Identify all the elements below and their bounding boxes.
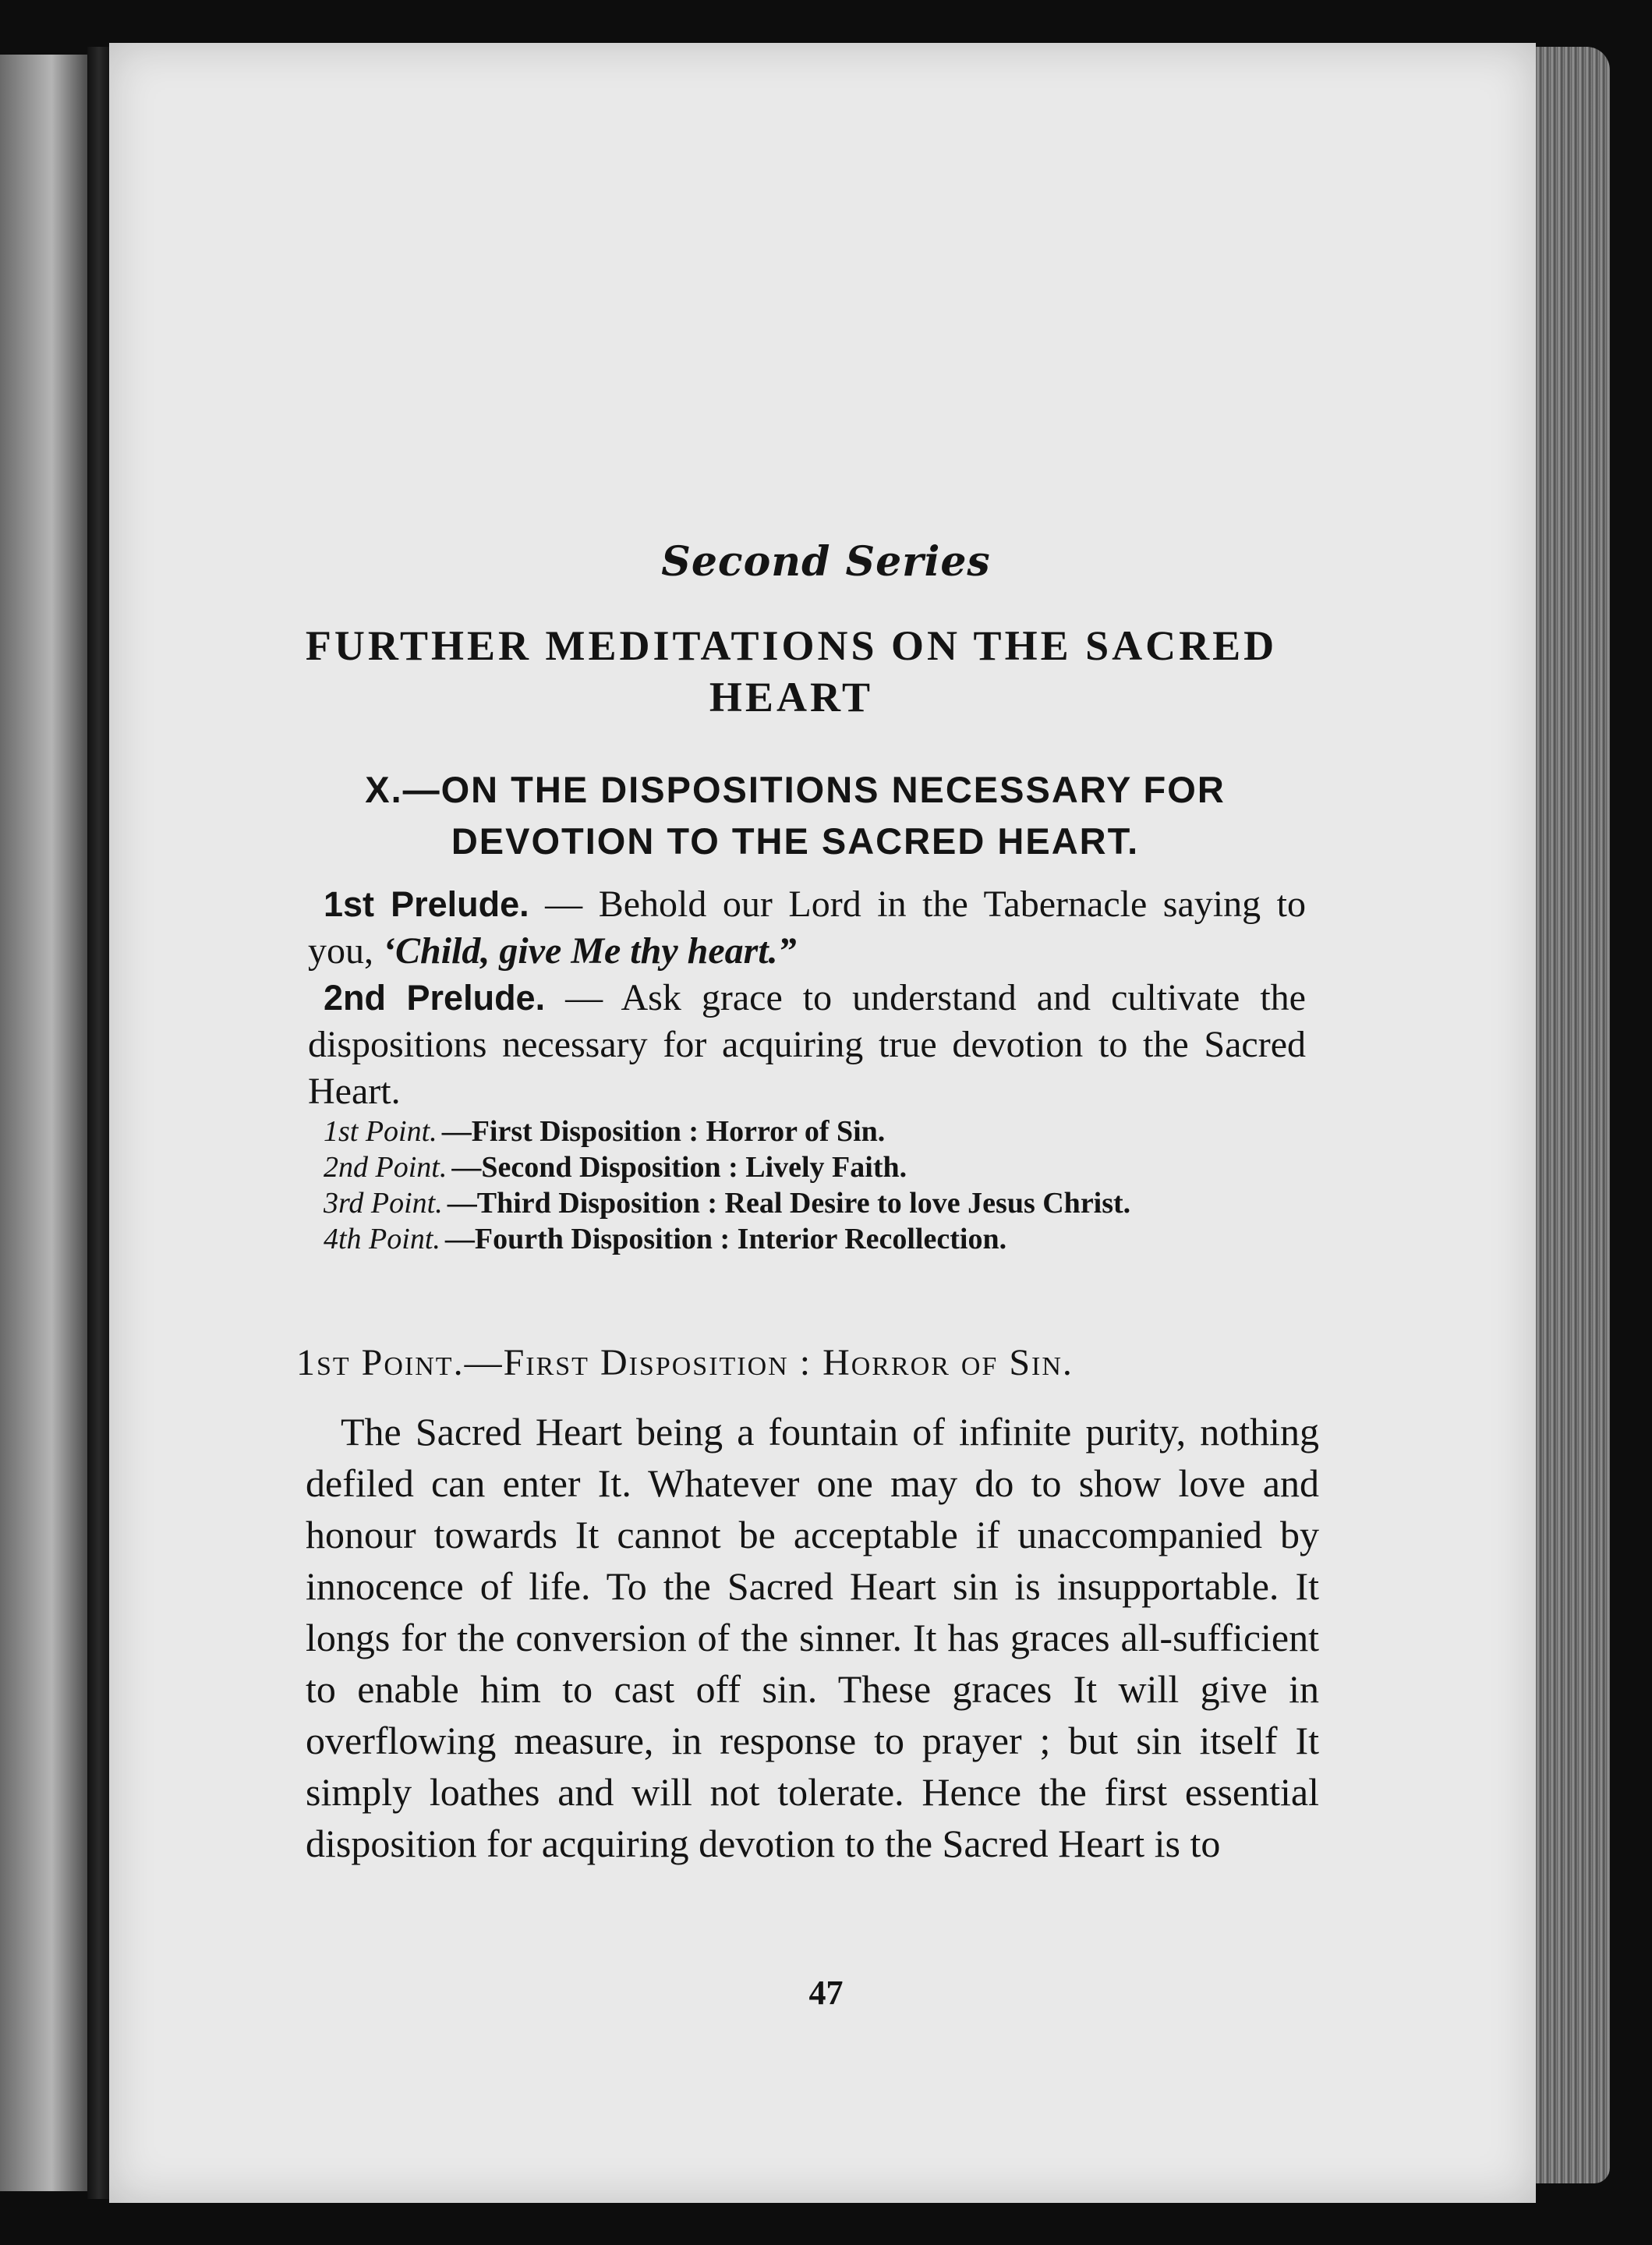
prelude-first-label: 1st Prelude. — [324, 884, 529, 924]
point-summary-item — [324, 1149, 1318, 1185]
prelude-first-text: — Behold our Lord in the Tabernacle saying to you, — [308, 883, 1306, 972]
main-title: FURTHER MEDITATIONS ON THE SACRED HEART — [305, 622, 1278, 721]
body-paragraph: The Sacred Heart being a fountain of infinite purity, nothing defiled can enter It. Whatever one may do to show love and honour towards It cannot be acceptable if unaccompanied by innocence of life. To the Sacred Heart sin is insupportable. It longs for the conversion of the sinner. It has graces all-sufficient to enable him to cast off sin. These graces It will give in overflowing measure, in response to prayer ; but sin itself It simply loathes and will not tolerate. Hence the first essential disposition for acquiring devotion to the Sacred Heart is to — [306, 1410, 1319, 1865]
point-summary-item — [324, 1185, 1318, 1221]
point-summary-label: 3rd Point. — [324, 1187, 443, 1220]
series-heading: Second Series — [661, 538, 991, 586]
points-summary — [324, 1114, 1318, 1257]
prelude-second — [308, 975, 1306, 1115]
page-number: 47 — [808, 1974, 844, 2012]
facing-page-edge — [0, 55, 94, 2191]
point-heading: 1st Point.—First Disposition : Horror of Sin. — [296, 1342, 1074, 1383]
point-summary-text: —Fourth Disposition : Interior Recollection. — [444, 1223, 1007, 1255]
point-summary-text: —Third Disposition : Real Desire to love Jesus Christ. — [447, 1187, 1131, 1220]
prelude-second-text: — Ask grace to understand and cultivate the dispositions necessary for acquiring true devotion to the Sacred Heart. — [308, 977, 1306, 1112]
point-summary-text: —Second Disposition : Lively Faith. — [451, 1151, 907, 1184]
section-title: X.—ON THE DISPOSITIONS NECESSARY FOR DEVOTION TO THE SACRED HEART. — [365, 769, 1226, 862]
prelude-second-label: 2nd Prelude. — [324, 978, 546, 1018]
prelude-first — [308, 881, 1306, 975]
book-gutter — [87, 47, 111, 2199]
point-summary-label: 4th Point. — [324, 1223, 440, 1255]
page-stack-edge — [1536, 47, 1610, 2183]
point-summary-label: 1st Point. — [324, 1115, 437, 1148]
point-summary-item — [324, 1114, 1318, 1149]
point-summary-text: —First Disposition : Horror of Sin. — [441, 1115, 886, 1148]
prelude-first-quote: ‘Child, give Me thy heart.” — [383, 930, 797, 972]
point-summary-item — [324, 1221, 1318, 1257]
point-summary-label: 2nd Point. — [324, 1151, 447, 1184]
